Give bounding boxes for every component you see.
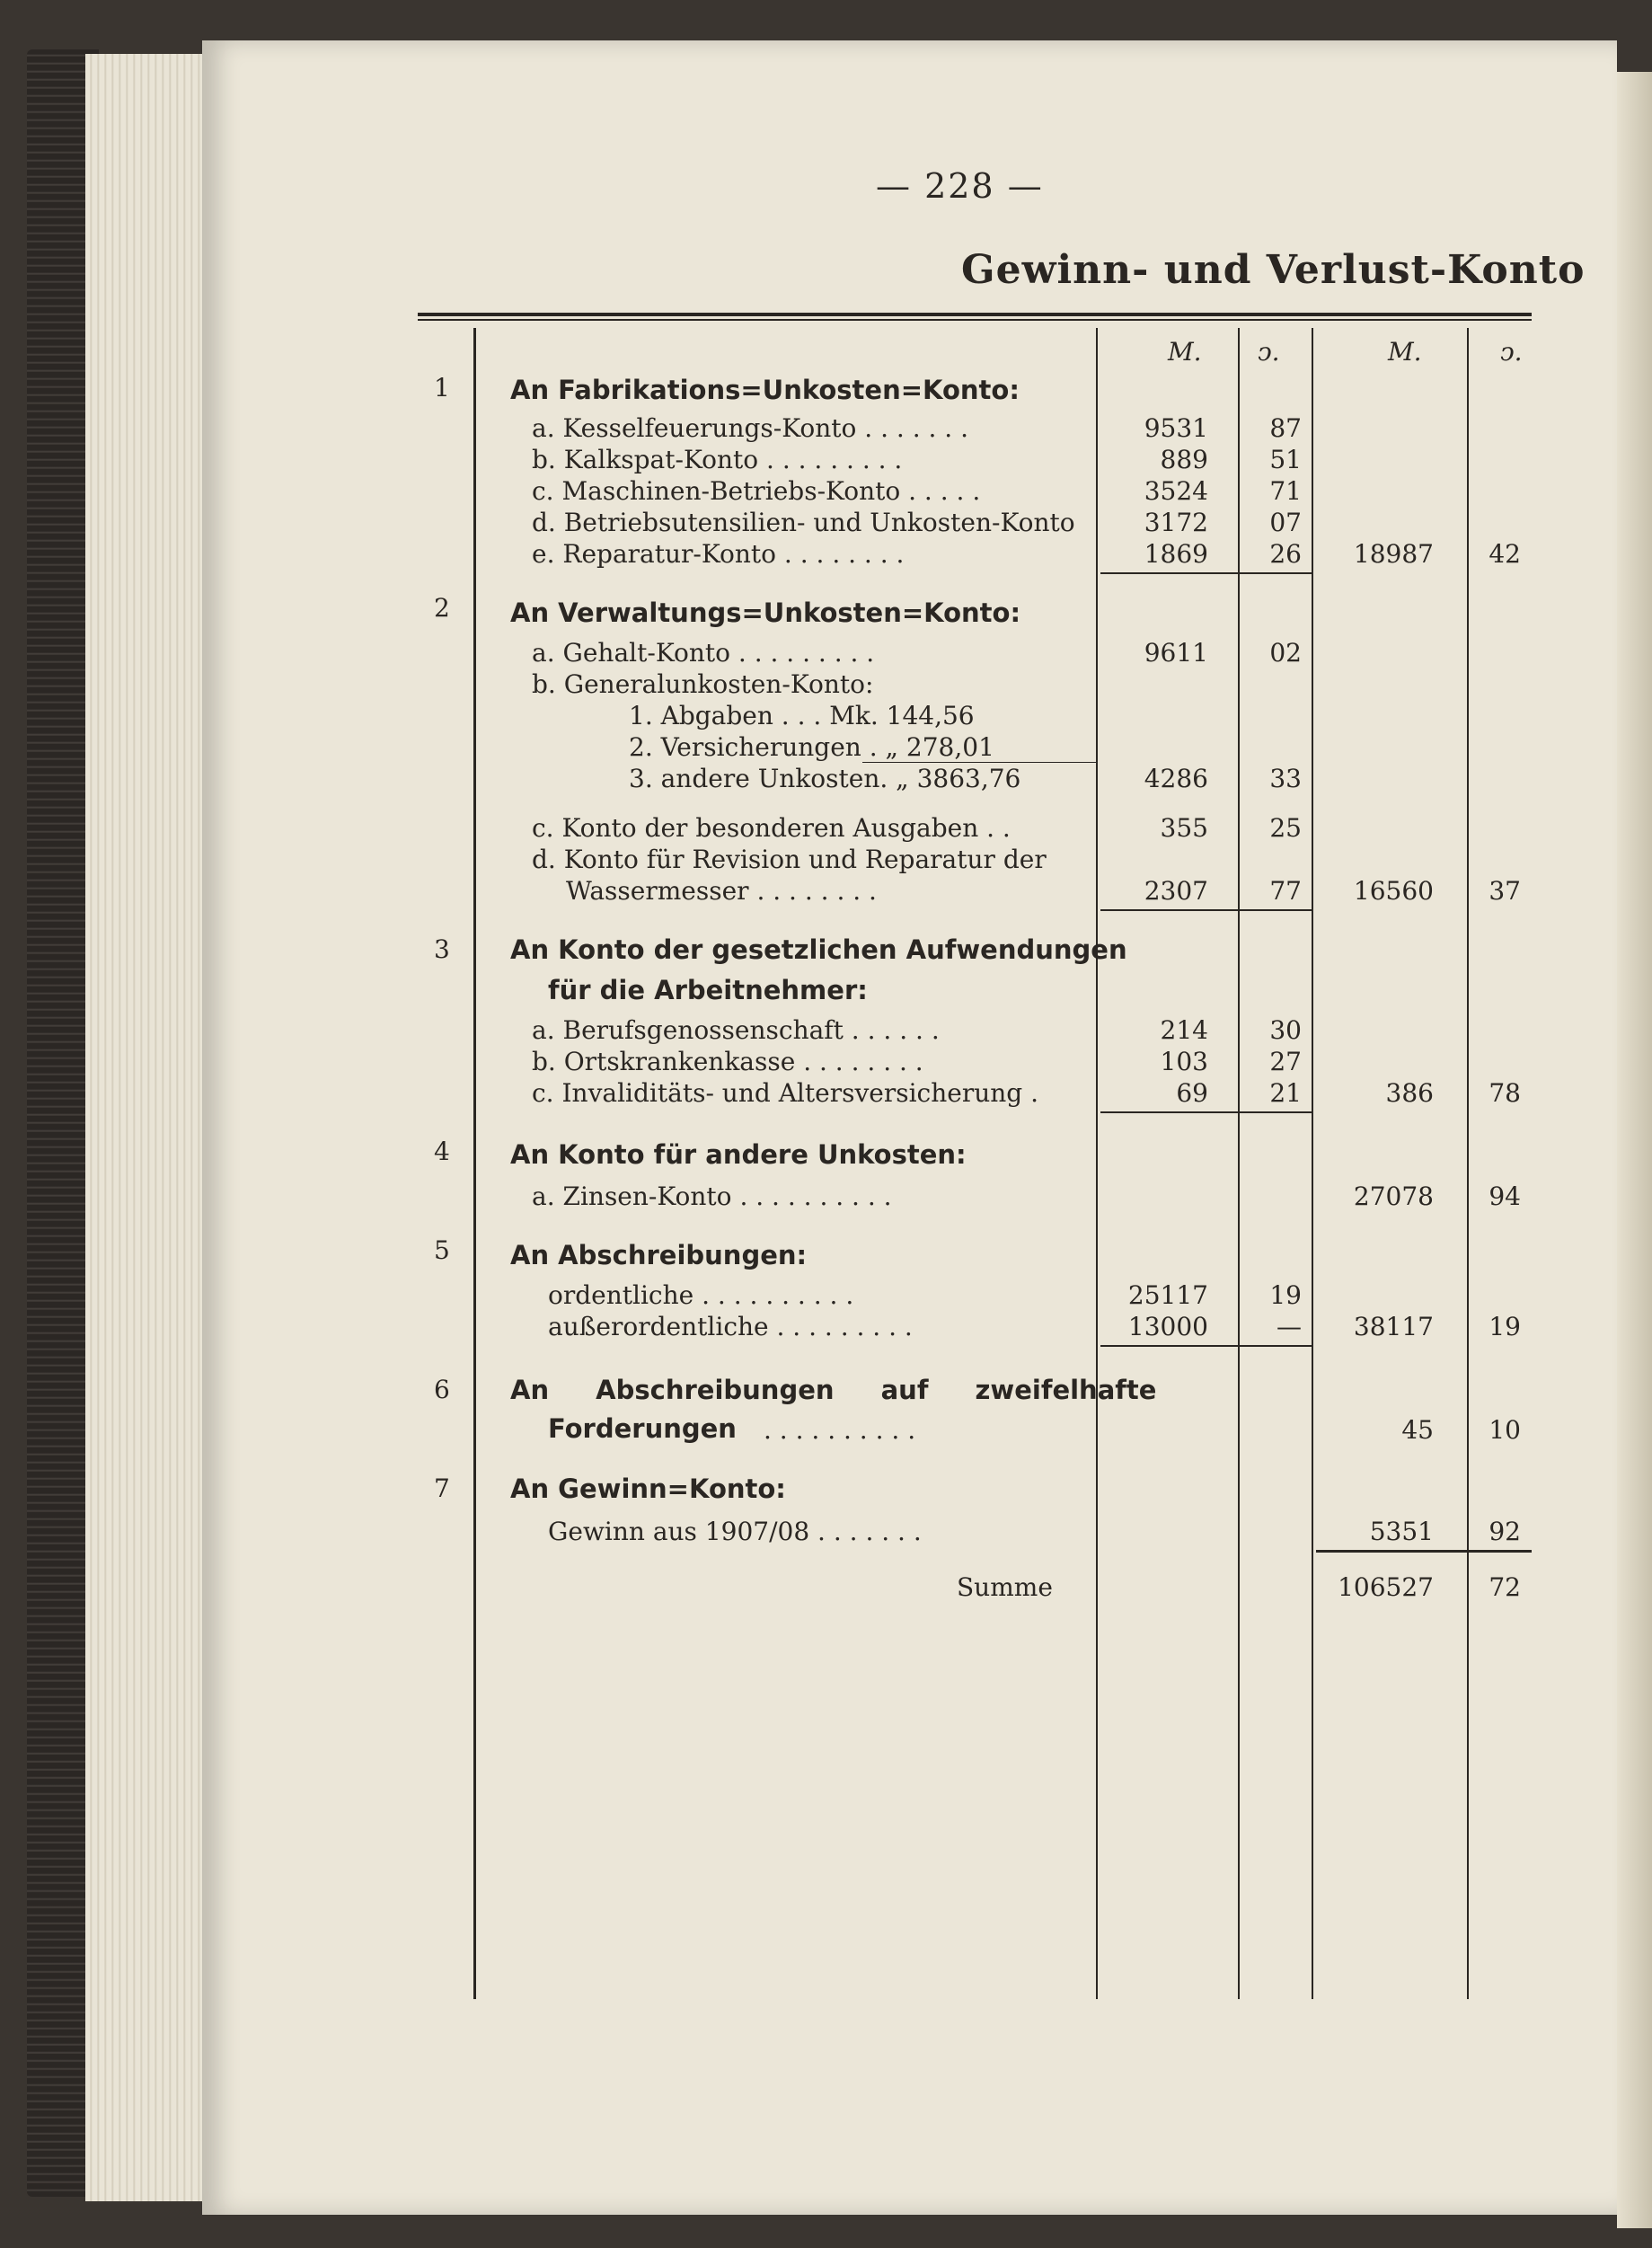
amount-mark: 3524 [1144, 476, 1208, 506]
section-no: 2 [434, 593, 450, 623]
line-label: b. Ortskrankenkasse . . . . . . . . [532, 1047, 923, 1076]
line-label: a. Gehalt-Konto . . . . . . . . . [532, 638, 875, 668]
amount-pfennig: 02 [1269, 638, 1302, 668]
section-heading: An Fabrikations=Unkosten=Konto: [510, 375, 1020, 405]
section-heading: An Konto der gesetzlichen Aufwendungen [510, 934, 1127, 965]
total-mark: 38117 [1353, 1312, 1434, 1341]
line-label: b. Generalunkosten-Konto: [532, 669, 874, 699]
book-page [202, 40, 1617, 2215]
amount-pfennig: 21 [1269, 1078, 1302, 1108]
title-rule [418, 313, 1532, 321]
subtotal-rule [1100, 1111, 1312, 1113]
unit-pfennig-1: ↄ. [1258, 337, 1280, 367]
total-mark: 5351 [1369, 1517, 1434, 1546]
line-label: d. Konto für Revision und Reparatur der [532, 845, 1047, 874]
line-label: c. Konto der besonderen Ausgaben . . [532, 813, 1011, 843]
line-label: 1. Abgaben . . . Mk. 144,56 [629, 701, 975, 730]
total-pfennig: 94 [1489, 1182, 1521, 1211]
total-pfennig: 42 [1489, 539, 1521, 569]
subtotal-rule [862, 762, 1098, 763]
amount-pfennig: 19 [1269, 1280, 1302, 1310]
line-label: e. Reparatur-Konto . . . . . . . . [532, 539, 905, 569]
line-label: Wassermesser . . . . . . . . [566, 876, 877, 906]
grand-total-rule [1316, 1550, 1532, 1553]
section-no: 7 [434, 1474, 450, 1503]
section-heading: An Konto für andere Unkosten: [510, 1139, 967, 1170]
line-label: c. Invaliditäts- und Altersversicherung . [532, 1078, 1039, 1108]
total-pfennig: 78 [1489, 1078, 1521, 1108]
line-label: b. Kalkspat-Konto . . . . . . . . . [532, 445, 903, 474]
amount-mark: 355 [1160, 813, 1208, 843]
subtotal-rule [1100, 909, 1312, 911]
amount-pfennig: 07 [1269, 508, 1302, 537]
line-label: Gewinn aus 1907/08 . . . . . . . [548, 1517, 922, 1546]
total-mark: 16560 [1353, 876, 1434, 906]
total-mark: 386 [1385, 1078, 1434, 1108]
line-label: a. Berufsgenossenschaft . . . . . . [532, 1015, 940, 1045]
subtotal-rule [1100, 572, 1312, 574]
section-heading: An Abschreibungen auf zweifelhafte [510, 1375, 1157, 1405]
section-no: 5 [434, 1235, 450, 1265]
summe-mark: 106527 [1338, 1572, 1434, 1602]
line-label: . . . . . . . . . . [764, 1415, 916, 1445]
amount-mark: 103 [1160, 1047, 1208, 1076]
column-rule-p [1238, 328, 1240, 1999]
amount-mark: 69 [1176, 1078, 1208, 1108]
unit-mark-1: M. [1168, 337, 1202, 367]
line-label: ordentliche . . . . . . . . . . [548, 1280, 854, 1310]
total-mark: 45 [1401, 1415, 1434, 1445]
line-label: d. Betriebsutensilien- und Unkosten-Konto [532, 508, 1075, 537]
unit-pfennig-2: ↄ. [1500, 337, 1523, 367]
amount-mark: 9531 [1144, 413, 1208, 443]
amount-mark: 4286 [1144, 764, 1208, 793]
section-no: 3 [434, 934, 450, 964]
line-label: 3. andere Unkosten. „ 3863,76 [629, 764, 1021, 793]
amount-mark: 2307 [1144, 876, 1208, 906]
column-rule-tm [1312, 328, 1313, 1999]
total-mark: 27078 [1353, 1182, 1434, 1211]
total-pfennig: 10 [1489, 1415, 1521, 1445]
page-number: — 228 — [876, 166, 1044, 206]
amount-pfennig: 26 [1269, 539, 1302, 569]
total-mark: 18987 [1353, 539, 1434, 569]
amount-mark: 9611 [1144, 638, 1208, 668]
amount-mark: 1869 [1144, 539, 1208, 569]
line-label: außerordentliche . . . . . . . . . [548, 1312, 913, 1341]
amount-pfennig: 77 [1269, 876, 1302, 906]
total-pfennig: 19 [1489, 1312, 1521, 1341]
column-rule-m [1096, 328, 1098, 1999]
page-title: Gewinn- und Verlust-Konto [961, 247, 1586, 293]
amount-pfennig: 71 [1269, 476, 1302, 506]
section-heading: An Abschreibungen: [510, 1240, 808, 1270]
line-label: a. Kesselfeuerungs-Konto . . . . . . . [532, 413, 969, 443]
summe-pfennig: 72 [1489, 1572, 1521, 1602]
column-rule-tp [1467, 328, 1469, 1999]
section-no: 6 [434, 1375, 450, 1404]
section-heading: An Verwaltungs=Unkosten=Konto: [510, 597, 1021, 628]
facing-page-edge [1617, 72, 1652, 2228]
page-stack-edges [85, 54, 211, 2201]
total-pfennig: 92 [1489, 1517, 1521, 1546]
amount-mark: 889 [1160, 445, 1208, 474]
line-label: a. Zinsen-Konto . . . . . . . . . . [532, 1182, 892, 1211]
unit-mark-2: M. [1388, 337, 1422, 367]
amount-mark: 3172 [1144, 508, 1208, 537]
total-pfennig: 37 [1489, 876, 1521, 906]
amount-pfennig: 27 [1269, 1047, 1302, 1076]
section-heading-cont: Forderungen [548, 1413, 737, 1444]
subtotal-rule [1100, 1345, 1312, 1347]
amount-pfennig: 33 [1269, 764, 1302, 793]
amount-pfennig: — [1277, 1312, 1302, 1341]
line-label: c. Maschinen-Betriebs-Konto . . . . . [532, 476, 981, 506]
line-label: 2. Versicherungen . „ 278,01 [629, 732, 994, 762]
section-heading: An Gewinn=Konto: [510, 1474, 786, 1504]
amount-pfennig: 51 [1269, 445, 1302, 474]
column-rule-left [473, 328, 476, 1999]
amount-pfennig: 30 [1269, 1015, 1302, 1045]
section-no: 4 [434, 1137, 450, 1166]
amount-mark: 13000 [1127, 1312, 1208, 1341]
amount-mark: 25117 [1127, 1280, 1208, 1310]
section-no: 1 [434, 373, 450, 403]
section-heading-cont: für die Arbeitnehmer: [548, 975, 868, 1005]
amount-pfennig: 87 [1269, 413, 1302, 443]
amount-pfennig: 25 [1269, 813, 1302, 843]
amount-mark: 214 [1160, 1015, 1208, 1045]
summe-label: Summe [957, 1572, 1053, 1602]
